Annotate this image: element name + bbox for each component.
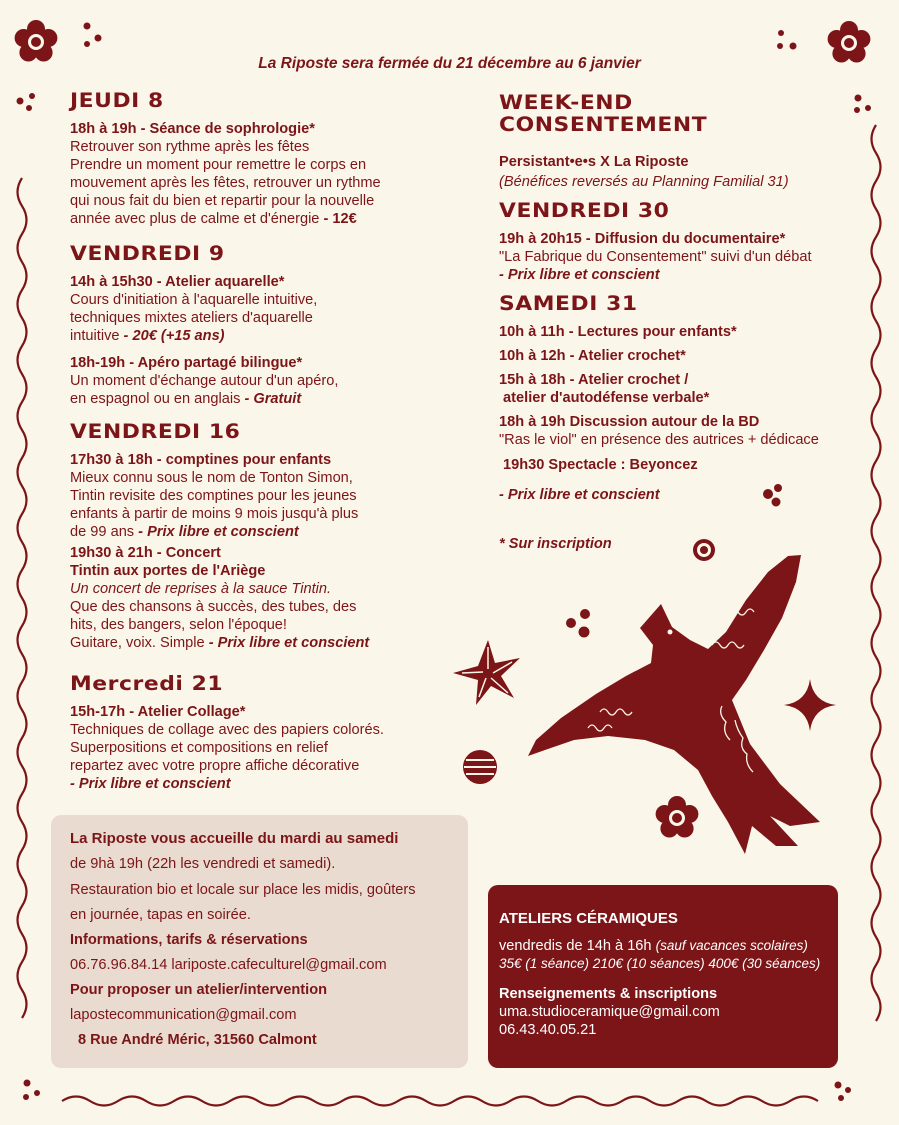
propose-heading: Pour proposer un atelier/intervention [70, 982, 328, 998]
event-line: Mieux connu sous le nom de Tonton Simon, [70, 470, 353, 486]
event-subtitle: Tintin aux portes de l'Ariège [70, 563, 266, 579]
flower-icon [656, 796, 699, 838]
event-title: 18h-19h - Apéro partagé bilingue* [70, 355, 303, 371]
price: - 20€ (+15 ans) [123, 328, 225, 344]
event-line: de 99 ans - Prix libre et conscient [70, 524, 299, 540]
propose-email[interactable]: lapostecommunication@gmail.com [70, 1007, 297, 1023]
registration-note: * Sur inscription [499, 536, 612, 552]
price: - Prix libre et conscient [208, 635, 370, 651]
section-vendredi-16 [70, 421, 369, 652]
section-vendredi-30 [499, 200, 812, 284]
section-mercredi-21 [70, 673, 384, 793]
event-title: 19h30 Spectacle : Beyoncez [503, 457, 698, 473]
ceramics-heading: ATELIERS CÉRAMIQUES [499, 910, 678, 927]
wavy-border-bottom [62, 1097, 818, 1106]
ceramics-panel [488, 885, 838, 1068]
event-line: Un concert de reprises à la sauce Tintin. [70, 581, 332, 597]
section-samedi-31 [499, 293, 819, 553]
prices: 35€ (1 séance) 210€ (10 séances) 400€ (30 séances) [499, 956, 821, 971]
event-line: "La Fabrique du Consentement" suivi d'un débat [499, 249, 812, 265]
day-heading: Mercredi 21 [70, 672, 224, 695]
event-title: 15h à 18h - Atelier crochet / [499, 372, 689, 388]
event-line: Prendre un moment pour remettre le corps en [70, 157, 367, 173]
event-line: Superpositions et compositions en relief [70, 740, 328, 756]
ball-icon [463, 750, 497, 784]
ceramics-phone[interactable]: 06.43.40.05.21 [499, 1022, 597, 1038]
event-title: 18h à 19h - Séance de sophrologie* [70, 121, 315, 137]
section-jeudi-8 [70, 90, 381, 228]
event-line: qui nous fait du bien et repartir pour la nouvelle [70, 193, 375, 209]
event-line: enfants à partir de moins 9 mois jusqu'à plus [70, 506, 359, 522]
hours: de 9hà 19h (22h les vendredi et samedi). [70, 856, 336, 872]
price: - Prix libre et conscient [138, 524, 299, 540]
benefit-note: (Bénéfices reversés au Planning Familial 31) [499, 174, 789, 190]
wavy-border-right [872, 125, 881, 1021]
schedule: vendredis de 14h à 16h (sauf vacances scolaires) [499, 938, 808, 954]
event-line: hits, des bangers, selon l'époque! [70, 617, 287, 633]
event-title: 19h30 à 21h - Concert [70, 545, 221, 561]
ceramics-email[interactable]: uma.studioceramique@gmail.com [499, 1004, 720, 1020]
event-title: 10h à 11h - Lectures pour enfants* [499, 324, 737, 340]
event-line: Guitare, voix. Simple - Prix libre et conscient [70, 635, 370, 651]
wavy-border-left [18, 178, 27, 1018]
section-weekend-consentement [499, 92, 789, 191]
section-vendredi-9 [70, 243, 338, 408]
food-line: en journée, tapas en soirée. [70, 907, 251, 923]
day-heading: VENDREDI 16 [70, 420, 241, 443]
event-line: mouvement après les fêtes, retrouver un rythme [70, 175, 381, 191]
closure-notice: La Riposte sera fermée du 21 décembre au 6 janvier [258, 55, 641, 72]
event-line: en espagnol ou en anglais - Gratuit [70, 391, 302, 407]
day-heading: JEUDI 8 [70, 89, 164, 112]
event-line: intuitive - 20€ (+15 ans) [70, 328, 225, 344]
event-title: 17h30 à 18h - comptines pour enfants [70, 452, 332, 468]
event-line: année avec plus de calme et d'énergie - 12€ [70, 211, 357, 227]
sparkle-icon [784, 679, 836, 731]
panel-heading: La Riposte vous accueille du mardi au samedi [70, 830, 399, 847]
event-line: techniques mixtes ateliers d'aquarelle [70, 310, 313, 326]
weekend-title: CONSENTEMENT [499, 113, 708, 136]
event-line: Que des chansons à succès, des tubes, des [70, 599, 357, 615]
info-panel [51, 815, 468, 1068]
contact[interactable]: 06.76.96.84.14 lariposte.cafeculturel@gmail.com [70, 957, 387, 973]
event-line: Cours d'initiation à l'aquarelle intuitive, [70, 292, 318, 308]
partner: Persistant•e•s X La Riposte [499, 154, 689, 170]
address: 8 Rue André Méric, 31560 Calmont [78, 1032, 317, 1048]
event-line: Retrouver son rythme après les fêtes [70, 139, 310, 155]
weekend-title: WEEK-END [499, 91, 633, 114]
event-title: 10h à 12h - Atelier crochet* [499, 348, 686, 364]
day-heading: VENDREDI 9 [70, 242, 225, 265]
event-title: 14h à 15h30 - Atelier aquarelle* [70, 274, 285, 290]
star-burst-icon [453, 640, 520, 705]
price: - 12€ [323, 211, 357, 227]
price: - Gratuit [244, 391, 302, 407]
event-title: 19h à 20h15 - Diffusion du documentaire* [499, 231, 786, 247]
day-heading: SAMEDI 31 [499, 292, 638, 315]
event-line: repartez avec votre propre affiche décorative [70, 758, 360, 774]
price: - Prix libre et conscient [499, 487, 660, 503]
food-line: Restauration bio et locale sur place les midis, goûters [70, 882, 416, 898]
price: - Prix libre et conscient [70, 776, 231, 792]
event-title: 15h-17h - Atelier Collage* [70, 704, 246, 720]
contact-heading: Renseignements & inscriptions [499, 986, 718, 1002]
price: - Prix libre et conscient [499, 267, 660, 283]
event-title: 18h à 19h Discussion autour de la BD [499, 414, 760, 430]
event-line: Tintin revisite des comptines pour les jeunes [70, 488, 357, 504]
event-title: atelier d'autodéfense verbale* [499, 390, 710, 406]
event-line: "Ras le viol" en présence des autrices + dédicace [499, 432, 819, 448]
event-line: Techniques de collage avec des papiers colorés. [70, 722, 384, 738]
day-heading: VENDREDI 30 [499, 199, 670, 222]
info-heading: Informations, tarifs & réservations [70, 932, 308, 948]
event-line: Un moment d'échange autour d'un apéro, [70, 373, 339, 389]
